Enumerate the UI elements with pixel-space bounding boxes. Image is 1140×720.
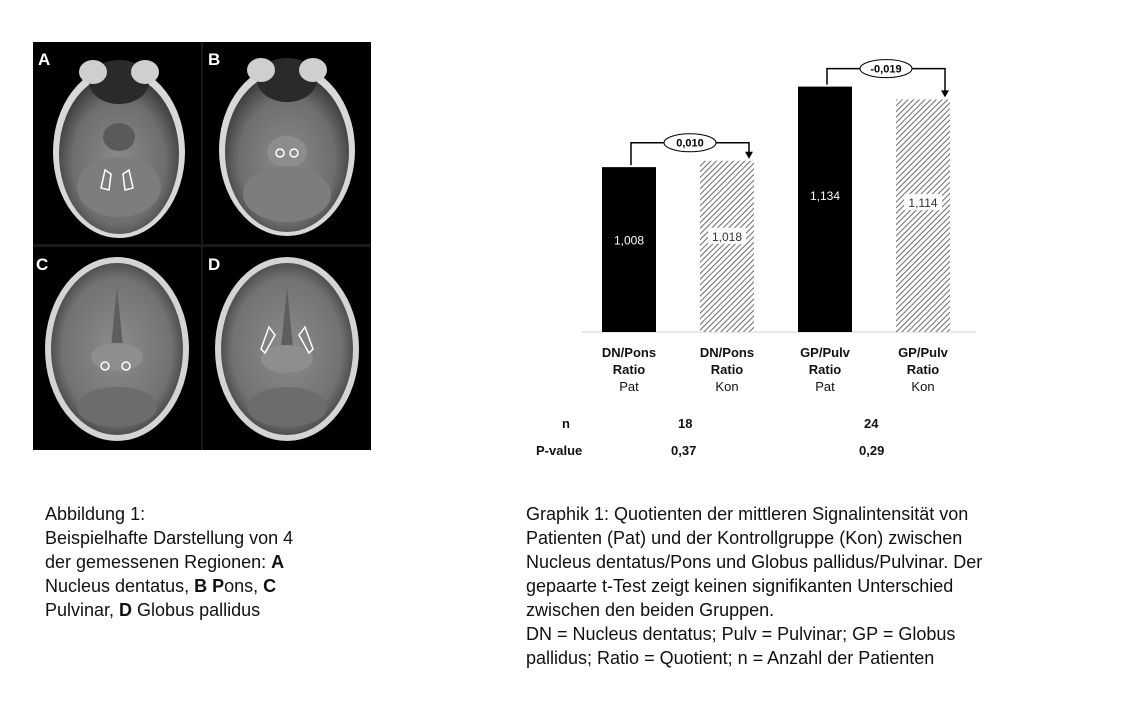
caption-line: der gemessenen Regionen: A: [45, 552, 285, 572]
value-label: 1,018: [711, 229, 743, 244]
mri-figure: [33, 42, 371, 450]
bar: [798, 87, 852, 332]
category-label: DN/Pons Ratio Kon: [699, 345, 755, 394]
value-label: 1,008: [613, 233, 645, 248]
bar-chart-svg: [520, 40, 1020, 480]
mri-panel-c: [33, 247, 201, 450]
bar: [896, 99, 950, 332]
graph-caption: [526, 502, 1106, 670]
caption-line: gepaarte t-Test zeigt keinen signifikanten Unterschied: [526, 576, 954, 596]
caption-line: Graphik 1: Quotienten der mittleren Signalintensität von: [526, 504, 969, 524]
mri-panel-d: [203, 247, 371, 450]
panel-letter-c: C: [36, 255, 49, 274]
caption-line: DN = Nucleus dentatus; Pulv = Pulvinar; GP = Globus: [526, 624, 956, 644]
caption-line: Pulvinar, D Globus pallidus: [45, 600, 261, 620]
mri-panel-a: [33, 42, 201, 244]
caption-line: zwischen den beiden Gruppen.: [526, 600, 775, 620]
panel-letter-a: A: [38, 50, 51, 69]
difference-label: -0,019: [870, 63, 902, 76]
caption-line: Beispielhafte Darstellung von 4: [45, 528, 294, 548]
difference-label: 0,010: [676, 137, 704, 150]
mri-panel-b: [203, 42, 371, 244]
value-label: 1,114: [908, 196, 938, 211]
p-value-dn: 0,37: [671, 443, 697, 458]
n-value-gp: 24: [864, 416, 879, 431]
caption-line: Nucleus dentatus, B Pons, C: [45, 576, 277, 596]
category-label: DN/Pons Ratio Pat: [601, 345, 657, 394]
caption-line: Patienten (Pat) und der Kontrollgruppe (Kon) zwischen: [526, 528, 963, 548]
p-value-gp: 0,29: [859, 443, 885, 458]
value-label: 1,134: [809, 189, 841, 204]
panel-letter-d: D: [208, 255, 221, 274]
category-label: GP/Pulv Ratio Pat: [800, 345, 850, 394]
bar-chart: [520, 40, 1020, 480]
category-label: GP/Pulv Ratio Kon: [898, 345, 948, 394]
n-label: n: [562, 416, 570, 431]
panel-letter-b: B: [208, 50, 221, 69]
n-value-dn: 18: [678, 416, 693, 431]
difference-connector: [631, 134, 753, 165]
caption-title: Abbildung 1:: [45, 504, 146, 524]
bar: [602, 167, 656, 332]
caption-line: pallidus; Ratio = Quotient; n = Anzahl der Patienten: [526, 648, 935, 668]
p-value-label: P-value: [536, 443, 583, 458]
bar: [700, 161, 754, 332]
caption-line: Nucleus dentatus/Pons und Globus pallidus/Pulvinar. Der: [526, 552, 983, 572]
figure-caption: [45, 502, 375, 622]
